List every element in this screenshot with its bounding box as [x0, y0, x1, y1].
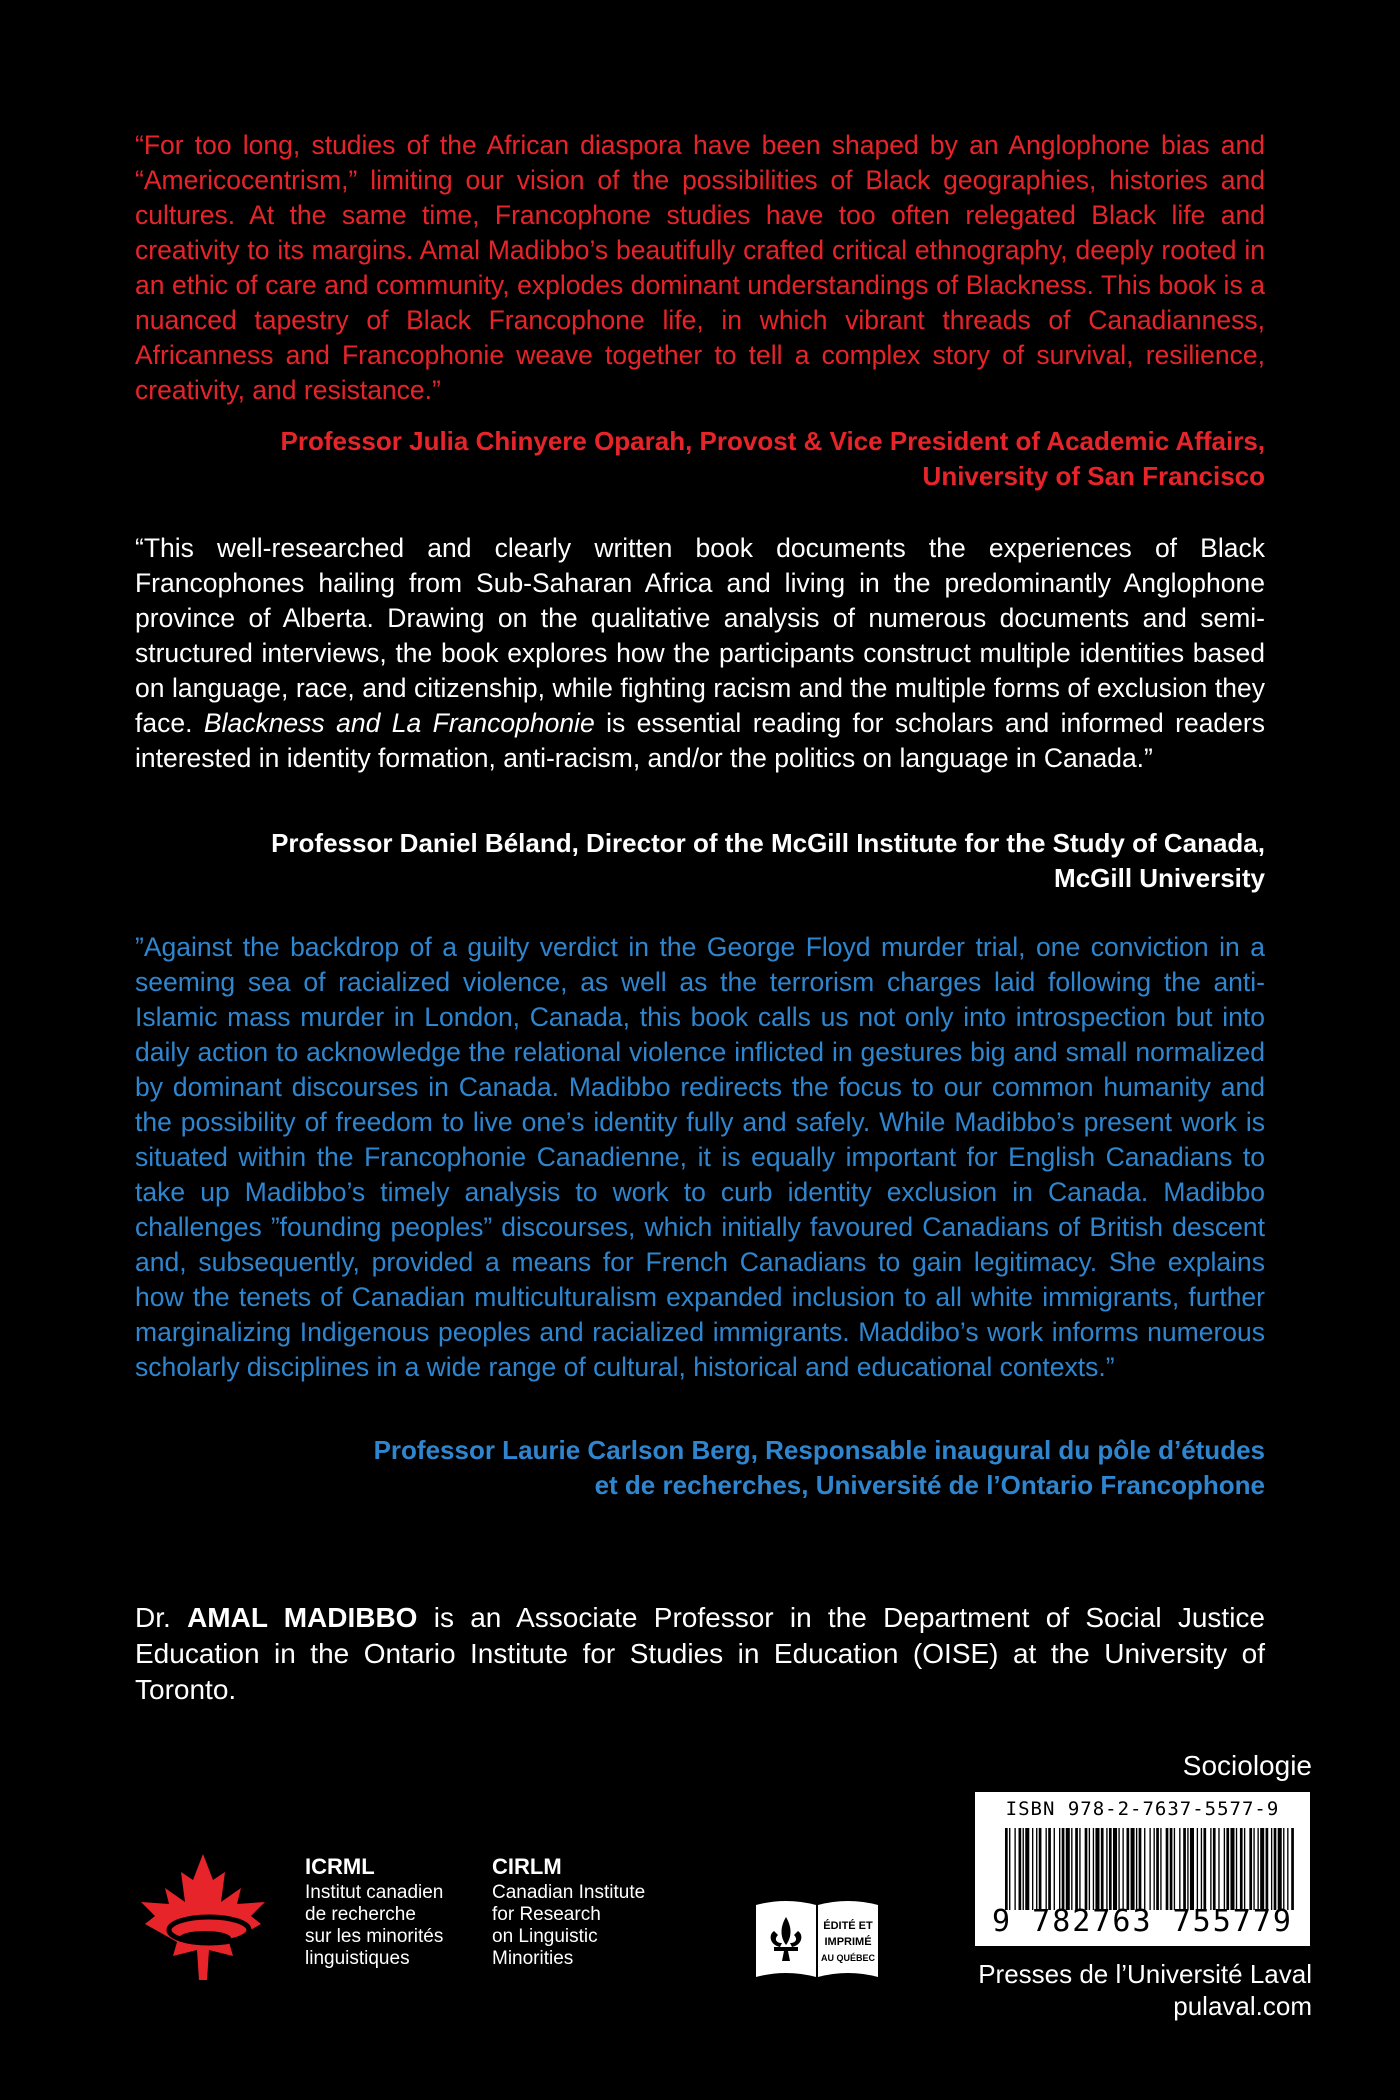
- cirlm-line-3: on Linguistic: [492, 1926, 598, 1947]
- quote-2-text-after: is essential reading for scholars and informed readers interested in identity formation, anti-racism, and/or the politics on language in Canada.”: [135, 708, 1265, 773]
- barcode-bar: [1236, 1828, 1237, 1910]
- barcode-bar: [1059, 1828, 1060, 1910]
- barcode-bar: [1014, 1828, 1015, 1910]
- barcode-bar: [1113, 1828, 1117, 1910]
- icrml-heading: ICRML: [305, 1854, 375, 1879]
- barcode-bar: [1005, 1828, 1008, 1910]
- barcode-bar: [1260, 1828, 1264, 1910]
- endorsement-quote-3: ”Against the backdrop of a guilty verdict in the George Floyd murder trial, one conviction in a seeming sea of racialized violence, as well as the terrorism charges laid following the anti-Islamic mass murder in London, Canada, this book calls us not only into introspection but into daily action to acknowledge the relational violence inflicted in gestures big and small normalized by dominant discourses in Canada. Madibbo redirects the focus to our common humanity and the possibility of freedom to live one’s identity fully and safely. While Madibbo’s present work is situated within the Francophonie Canadienne, it is equally important for English Canadians to take up Madibbo’s timely analysis to work to curb identity exclusion in Canada. Madibbo challenges ”founding peoples” discourses, which initially favoured Canadians of British descent and, subsequently, provided a means for French Canadians to gain legitimacy. She explains how the tenets of Canadian multiculturalism expanded inclusion to all white immigrants, further marginalizing Indigenous peoples and racialized immigrants. Maddibo’s work informs numerous scholarly disciplines in a wide range of cultural, historical and educational contexts.”: [135, 932, 1265, 1382]
- barcode-bar: [1190, 1828, 1194, 1910]
- endorsement-attribution-2: [135, 826, 1265, 896]
- barcode-bar: [1048, 1828, 1051, 1910]
- barcode-bar: [1089, 1828, 1090, 1910]
- barcode-bar: [1009, 1828, 1010, 1910]
- barcode-bar: [1046, 1828, 1047, 1910]
- barcode-bar: [1032, 1828, 1033, 1910]
- subject-category: Sociologie: [1182, 1750, 1312, 1781]
- barcode-bar: [1224, 1828, 1225, 1910]
- barcode-bar: [1075, 1828, 1078, 1910]
- barcode-bar: [1156, 1828, 1159, 1910]
- barcode-bar: [1093, 1828, 1094, 1910]
- barcode-bar: [1278, 1828, 1282, 1910]
- barcode-bar: [1085, 1828, 1088, 1910]
- icrml-line-3: sur les minorités: [305, 1926, 444, 1947]
- attribution-2-line-2: McGill University: [1054, 863, 1265, 893]
- barcode-bar: [1287, 1828, 1288, 1910]
- barcode-bar: [1144, 1828, 1145, 1910]
- cirlm-line-4: Minorities: [492, 1948, 574, 1969]
- author-bio: [135, 1600, 1265, 1708]
- barcode-bar: [1271, 1828, 1272, 1910]
- barcode-bar: [1160, 1828, 1161, 1910]
- bio-prefix: Dr.: [135, 1602, 188, 1633]
- icrml-line-2: de recherche: [305, 1904, 416, 1925]
- barcode-icon: [1005, 1828, 1295, 1910]
- barcode-bar: [1257, 1828, 1258, 1910]
- attribution-1-line-2: University of San Francisco: [922, 461, 1265, 491]
- maple-leaf-icon: [133, 1852, 273, 1982]
- barcode-bar: [1118, 1828, 1119, 1910]
- barcode-bar: [1210, 1828, 1211, 1910]
- barcode-bar: [1101, 1828, 1104, 1910]
- barcode-bar: [1054, 1828, 1055, 1910]
- barcode-bar: [1025, 1828, 1029, 1910]
- badge-line-3: AU QUÉBEC: [820, 1953, 876, 1963]
- barcode-bar: [1226, 1828, 1229, 1910]
- barcode-bar: [1039, 1828, 1042, 1910]
- barcode-bar: [1170, 1828, 1173, 1910]
- publisher-website[interactable]: pulaval.com: [1173, 1991, 1312, 2021]
- endorsement-attribution-3: [135, 1433, 1265, 1503]
- barcode-bar: [1154, 1828, 1155, 1910]
- barcode-bar: [1274, 1828, 1277, 1910]
- barcode-bar: [1183, 1828, 1186, 1910]
- cirlm-line-2: for Research: [492, 1904, 601, 1925]
- publisher-info: [978, 1958, 1312, 2022]
- barcode-bar: [1131, 1828, 1135, 1910]
- barcode-bar: [1122, 1828, 1123, 1910]
- quebec-printed-badge: [752, 1895, 882, 1981]
- endorsement-attribution-1: [135, 424, 1265, 494]
- cirlm-logo-text: [492, 1856, 645, 1970]
- icrml-logo-text: [305, 1856, 443, 1970]
- attribution-3-line-1: Professor Laurie Carlson Berg, Responsable inaugural du pôle d’études: [373, 1435, 1265, 1465]
- endorsement-quote-2: [135, 531, 1265, 776]
- barcode-bar: [1071, 1828, 1072, 1910]
- barcode-bar: [1179, 1828, 1180, 1910]
- barcode-bar: [1079, 1828, 1080, 1910]
- barcode-bar: [1095, 1828, 1099, 1910]
- barcode-bar: [1023, 1828, 1024, 1910]
- badge-line-2: IMPRIMÉ: [824, 1936, 872, 1948]
- barcode-bar: [1174, 1828, 1175, 1910]
- book-title: Blackness and La Francophonie: [203, 708, 595, 738]
- attribution-1-line-1: Professor Julia Chinyere Oparah, Provost & Vice President of Academic Affairs,: [280, 426, 1265, 456]
- barcode-bar: [1106, 1828, 1107, 1910]
- barcode-bar: [1149, 1828, 1150, 1910]
- barcode-bar: [1136, 1828, 1137, 1910]
- quote-2-text-before: “This well-researched and clearly written book documents the experiences of Black Francophones hailing from Sub-Saharan Africa and living in the predominantly Anglophone province of Alberta. Drawing on the qualitative analysis of numerous documents and semi-structured interviews, the book explores how the participants construct multiple identities based on language, race, and citizenship, while fighting racism and the multiple forms of exclusion they face.: [135, 533, 1265, 738]
- barcode-bar: [1036, 1828, 1037, 1910]
- isbn-barcode-box: [975, 1792, 1310, 1946]
- barcode-bar: [1127, 1828, 1130, 1910]
- attribution-2-line-1: Professor Daniel Béland, Director of the McGill Institute for the Study of Canada,: [271, 828, 1265, 858]
- barcode-bar: [1218, 1828, 1219, 1910]
- publisher-name: Presses de l’Université Laval: [978, 1959, 1312, 1989]
- icrml-line-4: linguistiques: [305, 1948, 410, 1969]
- barcode-bar: [1187, 1828, 1188, 1910]
- isbn-label: ISBN 978-2-7637-5577-9: [1005, 1798, 1280, 1820]
- attribution-3-line-2: et de recherches, Université de l’Ontario Francophone: [594, 1470, 1265, 1500]
- barcode-bar: [1066, 1828, 1070, 1910]
- barcode-bar: [1019, 1828, 1022, 1910]
- endorsement-quote-1: “For too long, studies of the African diaspora have been shaped by an Anglophone bias and “Americocentrism,” limiting our vision of the possibilities of Black geographies, histories and cultures. At the same time, Francophone studies have too often relegated Black life and creativity to its margins. Amal Madibbo’s beautifully crafted critical ethnography, deeply rooted in an ethic of care and community, explodes dominant understandings of Blackness. This book is a nuanced tapestry of Black Francophone life, in which vibrant threads of Canadianness, Africanness and Francophonie weave together to tell a complex story of survival, resilience, creativity, and resistance.”: [135, 130, 1265, 405]
- barcode-bar: [1253, 1828, 1254, 1910]
- barcode-bar: [1230, 1828, 1234, 1910]
- cirlm-heading: CIRLM: [492, 1854, 562, 1879]
- barcode-bar: [1201, 1828, 1202, 1910]
- badge-line-1: ÉDITÉ ET: [823, 1920, 873, 1932]
- icrml-line-1: Institut canadien: [305, 1882, 444, 1903]
- barcode-bar: [1283, 1828, 1284, 1910]
- barcode-bar: [1266, 1828, 1269, 1910]
- barcode-bar: [1203, 1828, 1206, 1910]
- barcode-bar: [1213, 1828, 1216, 1910]
- barcode-bar: [1139, 1828, 1142, 1910]
- barcode-bar: [1291, 1828, 1294, 1910]
- barcode-bar: [1109, 1828, 1112, 1910]
- barcode-bar: [1249, 1828, 1252, 1910]
- barcode-bar: [1244, 1828, 1245, 1910]
- barcode-bar: [1240, 1828, 1243, 1910]
- author-name: AMAL MADIBBO: [187, 1602, 418, 1633]
- barcode-number: 9 782763 755779: [992, 1904, 1293, 1939]
- barcode-bar: [1197, 1828, 1198, 1910]
- cirlm-line-1: Canadian Institute: [492, 1882, 646, 1903]
- barcode-bar: [1166, 1828, 1169, 1910]
- bio-text: is an Associate Professor in the Department of Social Justice Education in the Ontario Institute for Studies in Education (OISE) at the University of Toronto.: [135, 1602, 1265, 1705]
- barcode-bar: [1062, 1828, 1065, 1910]
